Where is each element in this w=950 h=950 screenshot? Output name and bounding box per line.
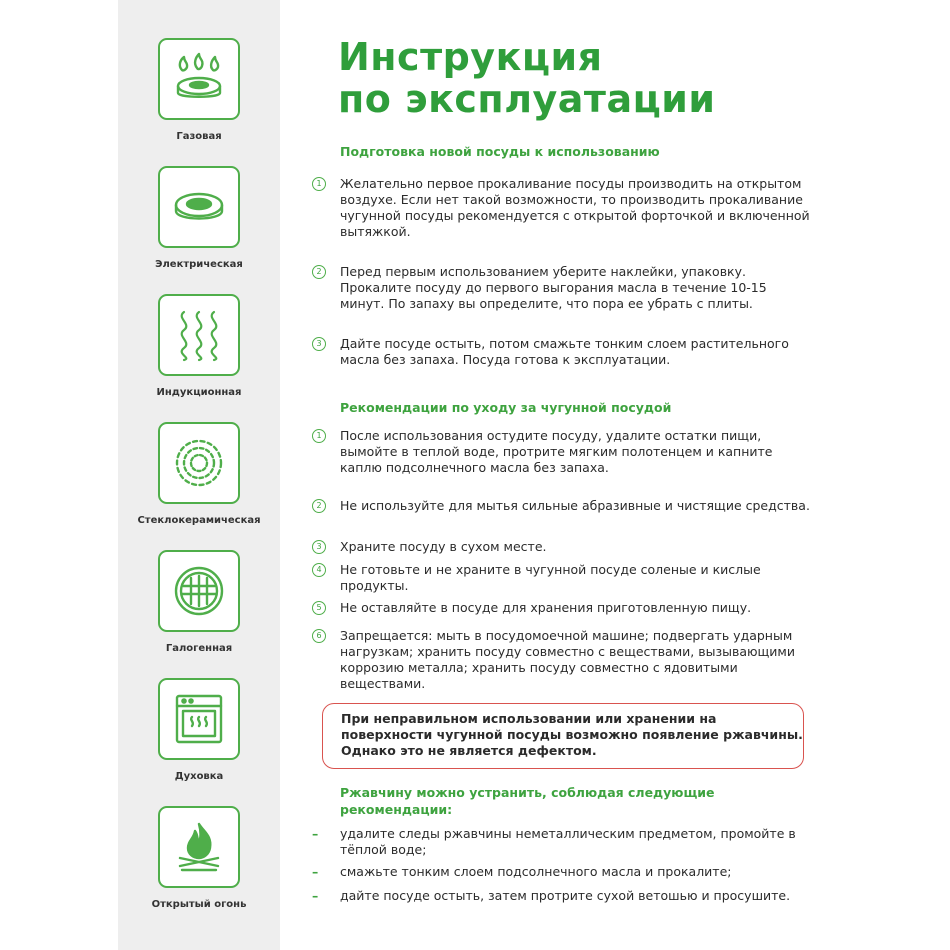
rust-title-line-1: Ржавчину можно устранить, соблюдая следующие: [340, 785, 715, 800]
item-text: дайте посуде остыть, затем протрите сухой ветошью и просушите.: [340, 888, 791, 903]
item-text: смажьте тонким слоем подсолнечного масла и прокалите;: [340, 864, 732, 879]
list-item: [312, 176, 812, 240]
cooktop-label: Открытый огонь: [151, 899, 247, 910]
list-item: [312, 562, 812, 594]
oven-icon: [158, 678, 240, 760]
rust-warning-box: При неправильном использовании или хранении на поверхности чугунной посуды возможно появление ржавчины. Однако это не является дефектом.: [322, 703, 804, 769]
item-text: Запрещается: мыть в посудомоечной машине; подвергать ударным нагрузкам; хранить посуду совместно с веществами, вызывающими коррозию металла; хранить посуду совместно с ядовитыми веществами.: [340, 628, 795, 691]
list-item: [312, 264, 812, 312]
induction-coil-icon: [158, 294, 240, 376]
list-item: [312, 336, 812, 368]
bullet-dash: –: [312, 826, 319, 841]
item-text: Желательно первое прокаливание посуды производить на открытом воздухе. Если нет такой возможности, то производить прокаливание чугунной посуды рекомендуется с открытой форточкой и включенной вытяжкой.: [340, 176, 810, 239]
item-number: 5: [312, 601, 326, 615]
page-title: [338, 36, 716, 120]
item-text: Не оставляйте в посуде для хранения приготовленную пищу.: [340, 600, 752, 615]
item-text: Храните посуду в сухом месте.: [340, 539, 547, 554]
item-number: 4: [312, 563, 326, 577]
list-item: [312, 826, 812, 858]
cooktop-oven: [118, 678, 280, 782]
cooktop-gas: [118, 38, 280, 142]
list-item: [312, 628, 812, 692]
list-item: [312, 498, 812, 514]
item-text: Перед первым использованием уберите наклейки, упаковку. Прокалите посуду до первого выгорания масла в течение 10-15 минут. По запаху вы определите, что пора ее убрать с плиты.: [340, 264, 767, 311]
item-text: Не готовьте и не храните в чугунной посуде соленые и кислые продукты.: [340, 562, 761, 593]
cooktop-halogen: [118, 550, 280, 654]
open-fire-icon: [158, 806, 240, 888]
section-title-rust: [340, 784, 715, 818]
cooktop-label: Стеклокерамическая: [137, 515, 261, 526]
rust-title-line-2: рекомендации:: [340, 802, 453, 817]
title-line-2: по эксплуатации: [338, 77, 716, 121]
section-title-care: Рекомендации по уходу за чугунной посудой: [340, 400, 672, 415]
item-text: удалите следы ржавчины неметаллическим предметом, промойте в тёплой воде;: [340, 826, 796, 857]
section-title-preparation: Подготовка новой посуды к использованию: [340, 144, 660, 159]
item-text: Дайте посуде остыть, потом смажьте тонким слоем растительного масла без запаха. Посуда готова к эксплуатации.: [340, 336, 789, 367]
gas-burner-icon: [158, 38, 240, 120]
cooktop-label: Индукционная: [156, 387, 242, 398]
list-item: [312, 428, 812, 476]
list-item: [312, 888, 812, 904]
item-number: 1: [312, 429, 326, 443]
item-number: 6: [312, 629, 326, 643]
cooktop-label: Духовка: [174, 771, 224, 782]
glass-ceramic-icon: [158, 422, 240, 504]
item-number: 2: [312, 499, 326, 513]
cooktop-sidebar: [118, 0, 280, 950]
cooktop-induction: [118, 294, 280, 398]
item-number: 3: [312, 540, 326, 554]
title-line-1: Инструкция: [338, 35, 603, 79]
item-number: 3: [312, 337, 326, 351]
list-item: [312, 539, 812, 555]
item-number: 2: [312, 265, 326, 279]
list-item: [312, 600, 812, 616]
bullet-dash: –: [312, 888, 319, 903]
cooktop-label: Газовая: [176, 131, 222, 142]
item-text: После использования остудите посуду, удалите остатки пищи, вымойте в теплой воде, протрите мягким полотенцем и капните каплю подсолнечного масла без запаха.: [340, 428, 773, 475]
bullet-dash: –: [312, 864, 319, 879]
electric-plate-icon: [158, 166, 240, 248]
cooktop-label: Электрическая: [155, 259, 243, 270]
item-number: 1: [312, 177, 326, 191]
cooktop-glass-ceramic: [118, 422, 280, 526]
item-text: Не используйте для мытья сильные абразивные и чистящие средства.: [340, 498, 810, 513]
cooktop-label: Галогенная: [165, 643, 233, 654]
list-item: [312, 864, 812, 880]
halogen-icon: [158, 550, 240, 632]
cooktop-open-fire: [118, 806, 280, 910]
cooktop-electric: [118, 166, 280, 270]
